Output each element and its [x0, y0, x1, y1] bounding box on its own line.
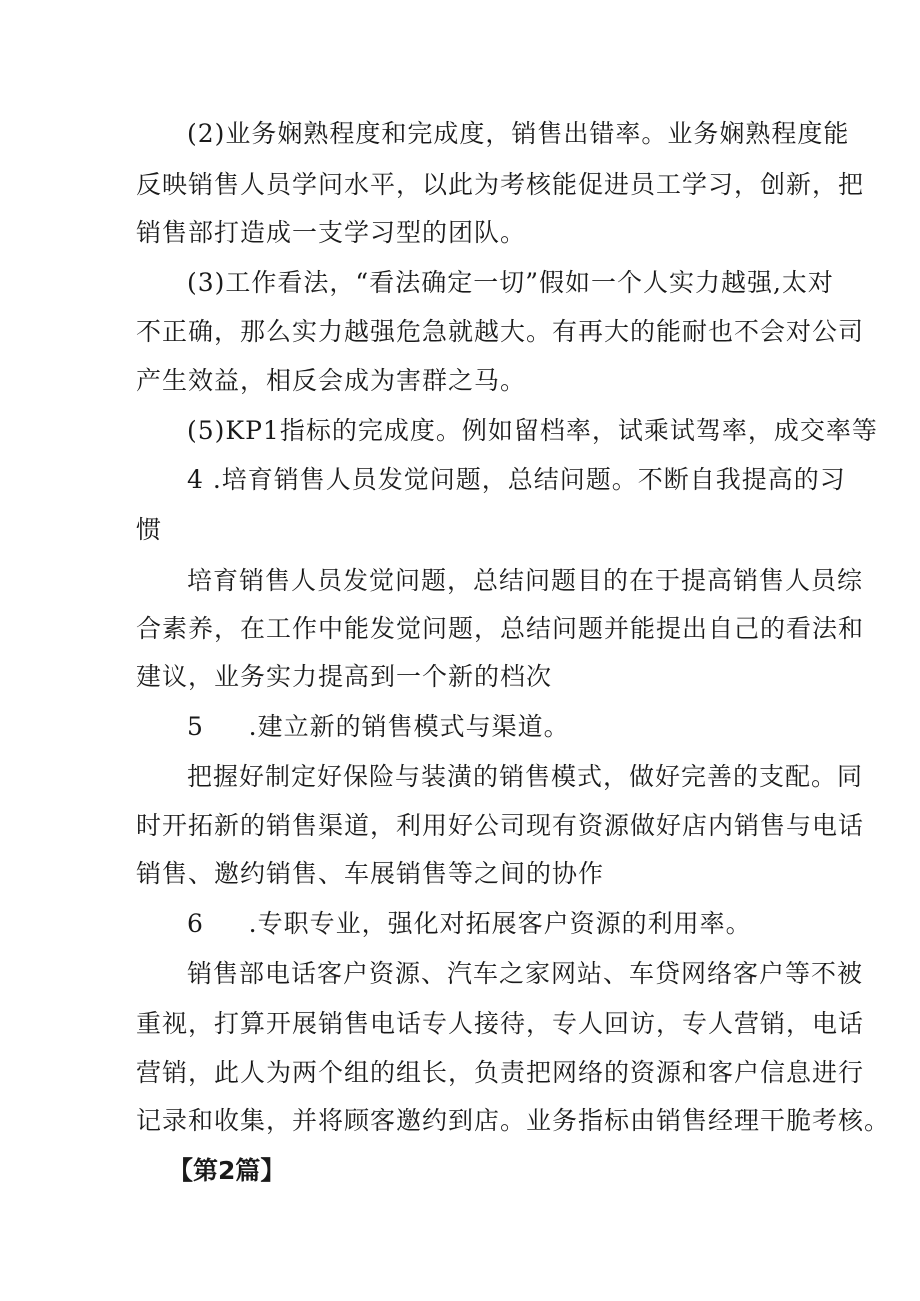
text-line: 营销，此人为两个组的组长，负责把网络的资源和客户信息进行 — [136, 1058, 865, 1087]
text-line: 销售、邀约销售、车展销售等之间的协作 — [136, 859, 605, 888]
text-line: 反映销售人员学问水平，以此为考核能促进员工学习，创新，把 — [136, 170, 865, 199]
text-line: 培育销售人员发觉问题，总结问题目的在于提高销售人员综 — [187, 566, 864, 595]
text-line: (3)工作看法，“看法确定一切”假如一个人实力越强,太对 — [187, 268, 834, 297]
text-line: (5)KP1指标的完成度。例如留档率，试乘试驾率，成交率等 — [187, 416, 878, 445]
text-line: 5 .建立新的销售模式与渠道。 — [187, 712, 570, 741]
text-line: 把握好制定好保险与装潢的销售模式，做好完善的支配。同 — [187, 762, 864, 791]
text-line: 合素养，在工作中能发觉问题，总结问题并能提出自己的看法和 — [136, 614, 865, 643]
section-heading: 【第2篇】 — [168, 1156, 286, 1185]
text-line: 销售部打造成一支学习型的团队。 — [136, 218, 527, 247]
text-line: (2)业务娴熟程度和完成度，销售出错率。业务娴熟程度能 — [187, 119, 850, 148]
text-line: 时开拓新的销售渠道，利用好公司现有资源做好店内销售与电话 — [136, 811, 865, 840]
text-line: 记录和收集，并将顾客邀约到店。业务指标由销售经理干脆考核。 — [136, 1106, 891, 1135]
text-line: 重视，打算开展销售电话专人接待，专人回访，专人营销，电话 — [136, 1009, 865, 1038]
text-line: 惯 — [136, 515, 163, 544]
text-line: 销售部电话客户资源、汽车之家网站、车贷网络客户等不被 — [187, 959, 864, 988]
text-line: 建议，业务实力提高到一个新的档次 — [136, 662, 553, 691]
text-line: 6 .专职专业，强化对拓展客户资源的利用率。 — [187, 909, 752, 938]
text-line: 4 .培育销售人员发觉问题，总结问题。不断自我提高的习 — [187, 465, 846, 494]
text-line: 不正确，那么实力越强危急就越大。有再大的能耐也不会对公司 — [136, 317, 865, 346]
text-line: 产生效益，相反会成为害群之马。 — [136, 366, 527, 395]
